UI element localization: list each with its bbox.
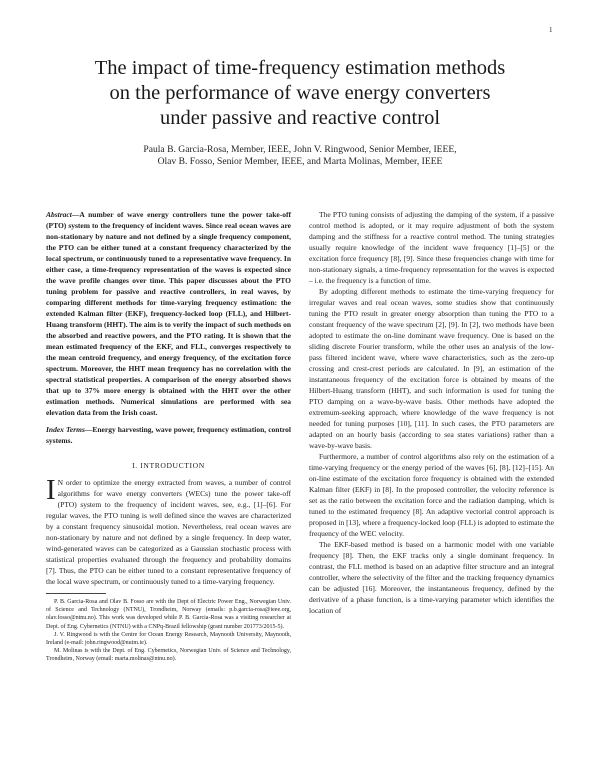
author-line: Olav B. Fosso, Senior Member, IEEE, and Marta Molinas, Member, IEEE xyxy=(157,156,443,167)
body-paragraph: By adopting different methods to estimate the time-varying frequency for irregular waves and real ocean waves, some studies show that continuously tuning the PTO result in greater energy absorption than tuning the PTO to a constant frequency of the wave spectrum [2], [9]. In [2], two methods have been adopted to estimate the on-line dominant wave frequency. One is based on the sliding discrete Fourier transform, while the other uses an analysis of the low-pass filtered incident wave, where wave characteristics, such as the zero-up crossing and crest-crest periods are calculated. In [9], an estimation of the instantaneous frequency of the excitation force is obtained by means of the Hilbert-Huang transform (HHT), and such information is used for tuning the PTO damping on a wave-by-wave basis. Other methods have adopted the extremum-seeking approach, where knowledge of the wave frequency is not needed for tuning purposes [10], [11]. In such cases, the PTO parameters are adapted on an hourly basis (according to sea states variations) rather than a wave-by-wave basis. xyxy=(309,287,554,450)
paper-title xyxy=(40,56,560,131)
footnote-divider xyxy=(46,593,106,594)
abstract-text: —A number of wave energy controllers tune the power take-off (PTO) system to the frequency of incident waves. Since real ocean waves are non-stationary by nature and not defined by a single frequency component, the PTO can be either tuned at a constant frequency characterized by the local spectrum, or continuously tuned to a representative wave frequency. In either case, a time-frequency representation of the waves is expected since the wave profile changes over time. This paper discusses about the PTO tuning problem for passive and reactive controllers, in real waves, by comparing different methods for time-varying frequency estimation: the extended Kalman filter (EKF), frequency-locked loop (FLL), and Hilbert-Huang transform (HHT). The aim is to verify the impact of such methods on the absorbed and reactive powers, and the PTO rating. It is shown that the mean estimated frequency of the EKF, and FLL, converges respectively to the mean centroid frequency, and energy frequency, of the excitation force spectrum. Moreover, the HHT mean frequency has no correlation with the spectral statistical properties. A comparison of the energy absorbed shows that up to 37% more energy is obtained with the HHT over the other estimation methods. Numerical simulations are performed with sea elevation data from the Irish coast. xyxy=(46,210,291,417)
body-paragraph: The EKF-based method is based on a harmonic model with one variable frequency [8]. Then, the EKF tracks only a single dominant frequency. In contrast, the FLL method is based on an adaptive filter structure and an integral controller, where the selectivity of the filter and the tracking frequency dynamics can be adjusted [16]. Moreover, the instantaneous frequency, defined by the derivative of a phase function, is a time-varying parameter which identifies the location of xyxy=(309,540,554,615)
body-paragraph: The PTO tuning consists of adjusting the damping of the system, if a passive control method is adopted, or it may require adjustment of both the system damping and the stiffness for a reactive control method. The tuning strategies usually require knowledge of the incident wave frequency [1]–[5] or the excitation force frequency [8], [9]. Since these frequencies change with time for non-stationary signals, a time-frequency representation for the waves is expected – i.e. the frequency is a function of time. xyxy=(309,210,554,285)
index-terms-text: —Energy harvesting, wave power, frequency estimation, control systems. xyxy=(46,425,291,445)
author-list xyxy=(60,144,540,168)
abstract xyxy=(46,209,291,418)
index-terms xyxy=(46,424,291,446)
index-terms-lead: Index Terms xyxy=(46,425,85,434)
title-line: The impact of time-frequency estimation methods xyxy=(94,57,506,79)
footnote-affiliation: P. B. Garcia-Rosa and Olav B. Fosso are with the Dept of Electric Power Eng., Norwegian Univ. of Science and Technology (NTNU), Trondheim, Norway (emails: p.b.garcia-rosa@ieee.org, olav.fosso@ntnu.no). This work was developed while P. B. Garcia-Rosa was a visiting researcher at Dept. of Eng. Cybernetics (NTNU) with a CNPq-Brazil fellowship (grant number 201773/2015-5). xyxy=(46,599,291,630)
author-line: Paula B. Garcia-Rosa, Member, IEEE, John V. Ringwood, Senior Member, IEEE, xyxy=(143,144,457,155)
left-column xyxy=(46,209,291,664)
right-column xyxy=(309,209,554,616)
footnote-affiliation: J. V. Ringwood is with the Centre for Ocean Energy Research, Maynooth University, Maynooth, Ireland (e-mail: john.ringwood@nuim.ie). xyxy=(46,631,291,647)
body-paragraph: Furthermore, a number of control algorithms also rely on the estimation of a time-varying frequency or the energy period of the waves [6], [8], [12]–[15]. An on-line estimate of the excitation force frequency is obtained with the extended Kalman filter (EKF) in [8]. In the proposed controller, the velocity reference is set as the ratio between the excitation force and the radiation damping, which is tuned to the estimated frequency [8]. An adaptive vectorial control approach is proposed in [13], where a frequency-locked loop (FLL) is adopted to estimate the frequency of the WEC velocity. xyxy=(309,452,554,538)
section-heading-introduction: I. INTRODUCTION xyxy=(132,461,205,470)
drop-cap: I xyxy=(46,474,56,506)
intro-paragraph xyxy=(46,474,291,587)
footnote-affiliation: M. Molinas is with the Dept. of Eng. Cybernetics, Norwegian Univ. of Science and Technology, Trondheim, Norway (email: marta.molinas@ntnu.no). xyxy=(46,648,291,663)
page-number: 1 xyxy=(549,26,553,34)
abstract-lead: Abstract xyxy=(46,210,72,219)
title-line: on the performance of wave energy converters xyxy=(109,82,491,104)
intro-paragraph-text: N order to optimize the energy extracted from waves, a number of control algorithms for wave energy converters (WECs) tune the power take-off (PTO) system to the frequency of incident waves, see, e.g., [1]–[6]. For regular waves, the PTO tuning is well defined since the waves are characterized by a constant frequency sinusoidal motion. Nevertheless, real ocean waves are non-stationary by nature and not defined by a single frequency. In deep water, wind-generated waves can be categorized as a Gaussian stochastic process with statistical properties evaluated through the frequency and probability domains [7]. Thus, the PTO can be either tuned to a constant representative frequency of the local wave spectrum, or continuously tuned to a time-varying frequency. xyxy=(46,478,291,586)
title-line: under passive and reactive control xyxy=(159,107,441,129)
